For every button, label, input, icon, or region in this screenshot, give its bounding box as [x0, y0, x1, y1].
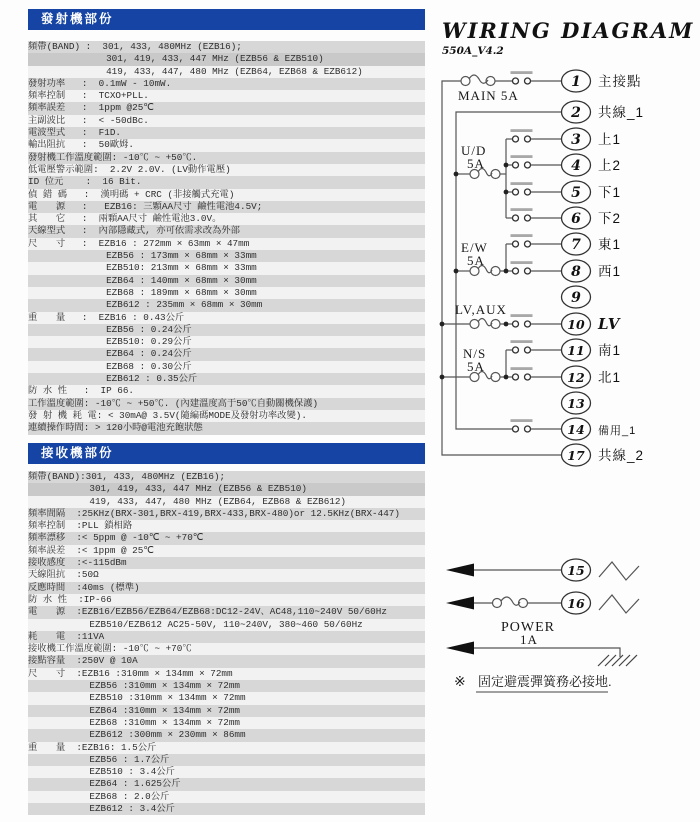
spec-row: EZB64 :310mm × 134mm × 72mm — [28, 705, 425, 717]
relay-contact-icon — [525, 347, 531, 353]
spec-row: 419, 433, 447, 480 MHz (EZB64, EZB68 & EZB612) — [28, 496, 425, 508]
power-fuse-label: POWER — [501, 620, 555, 635]
relay-contact-icon — [525, 189, 531, 195]
arrow-left-icon — [446, 642, 474, 655]
ground-icon — [598, 655, 637, 666]
terminal-layer — [511, 70, 645, 614]
relay-contact-icon — [513, 347, 519, 353]
terminal-label: LV — [598, 315, 621, 333]
terminal-label: 共線_1 — [598, 105, 645, 120]
terminal-label: 下2 — [598, 211, 622, 226]
terminal-label: 北1 — [598, 370, 622, 385]
spec-row: EZB64 : 140mm × 68mm × 30mm — [28, 275, 425, 287]
relay-contact-icon — [513, 426, 519, 432]
terminal-number: 3 — [571, 132, 581, 148]
relay-contact-bar-icon — [511, 234, 533, 237]
spec-row: 301, 419, 433, 447 MHz (EZB56 & EZB510) — [28, 53, 425, 65]
ac-wave-icon — [599, 595, 639, 613]
spec-row: 重 量 : EZB16 : 0.43公斤 — [28, 312, 425, 324]
relay-contact-icon — [513, 215, 519, 221]
power-fuse-icon — [493, 597, 528, 608]
spec-row: 其 它 : 兩顆AA尺寸 鹼性電池3.0V。 — [28, 213, 425, 225]
terminal-5 — [511, 181, 622, 203]
spec-row: 頻帶(BAND):301, 433, 480MHz (EZB16); — [28, 471, 425, 483]
relay-contact-bar-icon — [511, 182, 533, 185]
relay-contact-icon — [525, 321, 531, 327]
relay-contact-icon — [525, 426, 531, 432]
spec-row: 反應時間 :40ms (標準) — [28, 582, 425, 594]
diagram-title: WIRING DIAGRAM — [442, 18, 695, 43]
grounding-note: 固定避震彈簧務必接地. — [478, 674, 612, 689]
spec-row: 頻率漂移 :< 5ppm @ -10℃ ~ +70℃ — [28, 532, 425, 544]
ew-fuse-label: E/W — [461, 240, 488, 255]
spec-row: 頻率誤差 :< 1ppm @ 25℃ — [28, 545, 425, 557]
terminal-number: 4 — [571, 158, 581, 174]
spec-row: 天線型式 : 內部隱藏式, 亦可依需求改為外部 — [28, 225, 425, 237]
spec-row: 發 射 機 耗 電: < 30mA@ 3.5V(隨編碼MODE及發射功率改變). — [28, 410, 425, 422]
ac-wave-icons — [599, 562, 639, 613]
spec-row: EZB68 : 189mm × 68mm × 30mm — [28, 287, 425, 299]
terminal-number: 2 — [571, 105, 581, 121]
spec-row: EZB56 : 0.24公斤 — [28, 324, 425, 336]
terminal-number: 1 — [571, 74, 581, 90]
terminal-14 — [511, 418, 637, 440]
transmitter-spec-table — [28, 41, 425, 435]
relay-contact-bar-icon — [511, 340, 533, 343]
ns-fuse-amp: 5A — [467, 359, 485, 374]
receiver-section-header: 接收機部份 — [28, 443, 425, 464]
terminal-16 — [562, 592, 591, 614]
spec-row: EZB510 : 3.4公斤 — [28, 766, 425, 778]
spec-row: EZB68 : 2.0公斤 — [28, 791, 425, 803]
relay-contact-bar-icon — [511, 155, 533, 158]
spec-row: EZB612 : 0.35公斤 — [28, 373, 425, 385]
terminal-number: 8 — [571, 264, 581, 280]
terminal-7 — [511, 233, 622, 255]
spec-row: 發射功率 : 0.1mW - 10mW. — [28, 78, 425, 90]
terminal-label: 東1 — [598, 237, 622, 252]
terminal-number: 6 — [571, 211, 581, 227]
relay-contact-bar-icon — [511, 208, 533, 211]
transmitter-section-header: 發射機部份 — [28, 9, 425, 30]
terminal-number: 12 — [567, 370, 585, 385]
ud-fuse-label: U/D — [461, 143, 487, 158]
terminal-number: 14 — [567, 422, 585, 437]
spec-row: EZB510 :310mm × 134mm × 72mm — [28, 692, 425, 704]
spec-row: 輸出阻抗 : 50歐姆. — [28, 139, 425, 151]
terminal-number: 10 — [567, 317, 585, 332]
spec-row: 低電壓警示範圍: 2.2V 2.0V. (LV動作電壓) — [28, 164, 425, 176]
wiring-diagram — [428, 0, 700, 710]
spec-row: 301, 419, 433, 447 MHz (EZB56 & EZB510) — [28, 483, 425, 495]
spec-row: 發射機工作溫度範圍: -10℃ ~ +50℃. — [28, 152, 425, 164]
terminal-number: 15 — [567, 563, 585, 578]
relay-contact-icon — [513, 189, 519, 195]
input-arrows — [446, 564, 474, 655]
relay-contact-bar-icon — [511, 261, 533, 264]
terminal-8 — [511, 260, 622, 282]
terminal-number: 11 — [567, 343, 585, 358]
relay-contact-icon — [525, 374, 531, 380]
lv-aux-fuse-label: LV,AUX — [455, 302, 507, 317]
terminal-label: 西1 — [598, 264, 622, 279]
relay-contact-icon — [513, 78, 519, 84]
spec-row: EZB56 :310mm × 134mm × 72mm — [28, 680, 425, 692]
ns-fuse-label: N/S — [463, 346, 487, 361]
arrow-left-icon — [446, 564, 474, 577]
arrow-left-icon — [446, 597, 474, 610]
terminal-label: 上2 — [598, 158, 622, 173]
spec-row: EZB56 : 173mm × 68mm × 33mm — [28, 250, 425, 262]
terminal-13 — [562, 392, 591, 414]
relay-contact-icon — [525, 241, 531, 247]
spec-row: 天線阻抗 :50Ω — [28, 569, 425, 581]
relay-contact-icon — [513, 136, 519, 142]
spec-row: 電 源 :EZB16/EZB56/EZB64/EZB68:DC12-24V、AC48,110~240V 50/60Hz — [28, 606, 425, 618]
relay-contact-icon — [525, 215, 531, 221]
terminal-4 — [511, 154, 622, 176]
spec-row: EZB510: 213mm × 68mm × 33mm — [28, 262, 425, 274]
spec-row: 耗 電 :11VA — [28, 631, 425, 643]
spec-row: 工作溫度範圍: -10℃ ~ +50℃. (內建溫度高于50℃自動關機保護) — [28, 398, 425, 410]
spec-row: EZB510: 0.29公斤 — [28, 336, 425, 348]
relay-contact-icon — [525, 268, 531, 274]
spec-row: 重 量 :EZB16: 1.5公斤 — [28, 742, 425, 754]
spec-row: 主副波比 : < -50dBc. — [28, 115, 425, 127]
ac-wave-icon — [599, 562, 639, 580]
relay-contact-icon — [525, 78, 531, 84]
spec-row: 連續操作時間: > 120小時@電池充飽狀態 — [28, 422, 425, 434]
spec-row: EZB510/EZB612 AC25-50V, 110~240V, 380~460 50/60Hz — [28, 619, 425, 631]
spec-row: EZB68 : 0.30公斤 — [28, 361, 425, 373]
relay-contact-bar-icon — [511, 419, 533, 422]
terminal-2 — [562, 101, 645, 123]
receiver-spec-table — [28, 471, 425, 815]
terminal-label: 南1 — [598, 343, 622, 358]
spec-row: EZB64 : 0.24公斤 — [28, 348, 425, 360]
relay-contact-icon — [513, 268, 519, 274]
spec-row: 尺 寸 : EZB16 : 272mm × 63mm × 47mm — [28, 238, 425, 250]
terminal-number: 16 — [567, 596, 585, 611]
terminal-12 — [511, 366, 622, 388]
spec-row: 偵 錯 碼 : 漢明碼 + CRC (非接觸式充電) — [28, 189, 425, 201]
spec-row: 防 水 性 :IP-66 — [28, 594, 425, 606]
relay-contact-bar-icon — [511, 71, 533, 74]
ud-fuse-amp: 5A — [467, 156, 485, 171]
terminal-1 — [511, 70, 642, 92]
relay-contact-icon — [525, 162, 531, 168]
spec-row: 防 水 性 : IP 66. — [28, 385, 425, 397]
terminal-number: 17 — [567, 448, 585, 463]
spec-row: 尺 寸 :EZB16 :310mm × 134mm × 72mm — [28, 668, 425, 680]
spec-row: 頻率間隔 :25KHz(BRX-301,BRX-419,BRX-433,BRX-480)or 12.5KHz(BRX-447) — [28, 508, 425, 520]
relay-contact-icon — [513, 162, 519, 168]
terminal-17 — [562, 444, 645, 466]
relay-contact-icon — [525, 136, 531, 142]
terminal-number: 5 — [571, 185, 581, 201]
terminal-number: 9 — [571, 290, 581, 306]
terminal-label: 上1 — [598, 132, 622, 147]
spec-row: 接收感度 :<-115dBm — [28, 557, 425, 569]
spec-row: 電波型式 : F1D. — [28, 127, 425, 139]
relay-contact-bar-icon — [511, 129, 533, 132]
terminal-number: 13 — [567, 396, 585, 411]
spec-row: EZB56 : 1.7公斤 — [28, 754, 425, 766]
relay-contact-bar-icon — [511, 314, 533, 317]
spec-row: 頻帶(BAND) : 301, 433, 480MHz (EZB16); — [28, 41, 425, 53]
terminal-15 — [562, 559, 591, 581]
spec-row: EZB64 : 1.625公斤 — [28, 778, 425, 790]
relay-contact-icon — [513, 374, 519, 380]
spec-row: EZB612 :300mm × 230mm × 86mm — [28, 729, 425, 741]
terminal-10 — [511, 313, 621, 335]
spec-row: ID 位元 : 16 Bit. — [28, 176, 425, 188]
spec-row: 419, 433, 447, 480 MHz (EZB64, EZB68 & EZB612) — [28, 66, 425, 78]
relay-contact-bar-icon — [511, 367, 533, 370]
terminal-label: 下1 — [598, 185, 622, 200]
relay-contact-icon — [513, 241, 519, 247]
ew-fuse-amp: 5A — [467, 253, 485, 268]
spec-row: 頻率誤差 : 1ppm @25℃ — [28, 102, 425, 114]
terminal-9 — [562, 286, 591, 308]
terminal-number: 7 — [571, 237, 581, 253]
spec-row: 接收機工作溫度範圍: -10℃ ~ +70℃ — [28, 643, 425, 655]
terminal-label: 備用_1 — [598, 425, 637, 437]
spec-row: EZB612 : 3.4公斤 — [28, 803, 425, 815]
spec-row: 接點容量 :250V @ 10A — [28, 655, 425, 667]
spec-row: 頻率控制 : TCXO+PLL. — [28, 90, 425, 102]
lv-aux-fuse-icon — [470, 319, 500, 329]
main-fuse-label: MAIN 5A — [458, 88, 519, 103]
relay-contact-icon — [513, 321, 519, 327]
terminal-label: 主接點 — [598, 74, 642, 89]
power-fuse-amp: 1A — [520, 632, 538, 647]
terminal-6 — [511, 207, 622, 229]
main-fuse-icon — [461, 75, 495, 86]
spec-row: EZB68 :310mm × 134mm × 72mm — [28, 717, 425, 729]
note-mark: ※ — [454, 673, 466, 689]
diagram-version: 550A_V4.2 — [442, 45, 504, 57]
terminal-3 — [511, 128, 622, 150]
terminal-11 — [511, 339, 622, 361]
spec-row: EZB612 : 235mm × 68mm × 30mm — [28, 299, 425, 311]
spec-row: 電 源 : EZB16: 三顆AA尺寸 鹼性電池4.5V; — [28, 201, 425, 213]
spec-row: 頻率控制 :PLL 鎖相路 — [28, 520, 425, 532]
terminal-label: 共線_2 — [598, 448, 645, 463]
